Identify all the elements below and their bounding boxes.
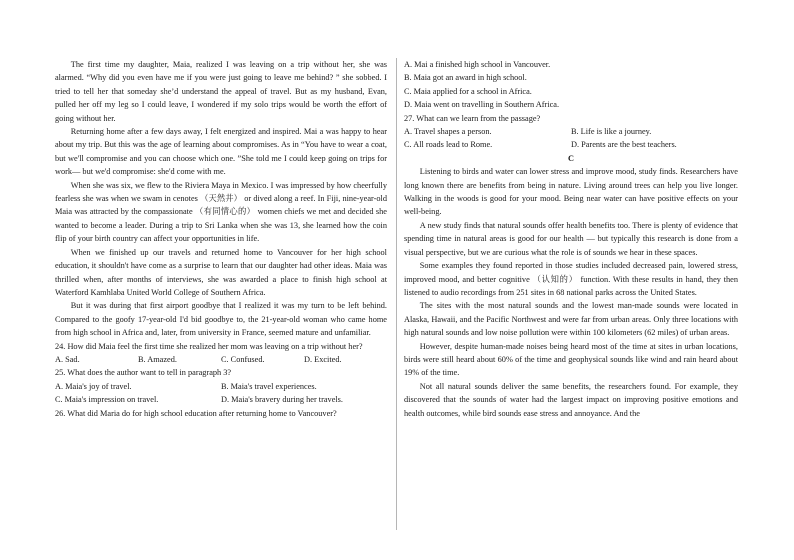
question-25-option-a: A. Maia's joy of travel.	[55, 381, 132, 391]
question-27-option-a: A. Travel shapes a person.	[404, 127, 492, 137]
question-27-option-b: B. Life is like a journey.	[571, 127, 652, 137]
question-25-option-b: B. Maia's travel experiences.	[221, 381, 317, 391]
passage-c-paragraph-2: A new study finds that natural sounds offer health benefits too. There is plenty of evidence that spending time in natural areas is good for our health — but typically this research is done from a visual perspective, but we are curious what the role is of sounds we hear in these spaces.	[404, 220, 738, 257]
question-25-options-row-1	[55, 380, 387, 393]
question-25-stem: 25. What does the author want to tell in paragraph 3?	[55, 368, 232, 378]
passage-b-paragraph-4: When we finished up our travels and returned home to Vancouver for her high school education, it shouldn't have come as a surprise to learn that our daughter had other ideas. Maia was thrilled when, after months of interviews, she was awarded a place to finish high school at Waterford Kamhlaba United World College of Southern Africa.	[55, 247, 387, 297]
question-27-options-row-2	[404, 138, 738, 151]
passage-c-paragraph-6: Not all natural sounds deliver the same benefits, the researchers found. For example, they discovered that the sounds of water had the largest impact on improving positive emotions and health outcomes, while bird sounds ease stress and annoyance. And the	[404, 381, 738, 418]
passage-b-paragraph-1: The first time my daughter, Maia, realized I was leaving on a trip without her, she was alarmed. “Why did you even have me if you were just going to leave me behind? ” she sobbed. I tried to tell her that someday she’d understand the appeal of travel. But as my husband, Evan, pulled her off my leg so I could leave, I wondered if my solo trips would be worth the effort of going without her.	[55, 60, 387, 123]
section-c-title: C	[568, 153, 574, 163]
passage-b-paragraph-3: When she was six, we flew to the Riviera Maya in Mexico. I was impressed by how cheerfully fearless she was when we swam in cenotes （天然井） or dived along a reef. In Fiji, nine-year-old Maia was attracted by the compassionate （有同情心的） women chiefs we met and decided she wanted to become a leader. During a trip to Sri Lanka when she was 13, she learned how the coin flip of your birth country can affect your opportunities in life.	[55, 180, 387, 244]
question-27-options-row-1	[404, 125, 738, 138]
question-24-stem: 24. How did Maia feel the first time she realized her mom was leaving on a trip without her?	[55, 341, 363, 351]
question-27-stem: 27. What can we learn from the passage?	[404, 113, 541, 123]
question-24-option-d: D. Excited.	[304, 354, 342, 364]
question-26-stem: 26. What did Maria do for high school education after returning home to Vancouver?	[55, 408, 337, 418]
passage-c-paragraph-5: However, despite human-made noises being heard most of the time at sites in urban locations, birds were still heard about 60% of the time and geophysical sounds like wind and rain heard about 19% of the time.	[404, 341, 738, 378]
passage-c-paragraph-4: The sites with the most natural sounds and the lowest man-made sounds were located in Alaska, Hawaii, and the Pacific Northwest and were far from urban areas. Only three locations with high natural sounds and low noise pollution were within 100 kilometers (62 miles) of urban areas.	[404, 301, 738, 338]
question-24-option-a: A. Sad.	[55, 354, 80, 364]
left-column	[55, 58, 387, 420]
question-25-option-d: D. Maia's bravery during her travels.	[221, 395, 343, 405]
right-column	[404, 58, 738, 420]
passage-b-paragraph-5: But it was during that first airport goodbye that I realized it was my turn to be left behind. Compared to the goofy 17-year-old I'd bid goodbye to, the 21-year-old woman who came home from high school in Africa and, later, from university in France, seemed mature and unfamiliar.	[55, 301, 387, 338]
column-divider	[396, 58, 397, 530]
question-27-option-c: C. All roads lead to Rome.	[404, 140, 493, 150]
question-25-options-row-2	[55, 393, 387, 406]
passage-c-paragraph-3: Some examples they found reported in those studies included decreased pain, lowered stress, improved mood, and better cognitive （认知的） function. With these results in hand, they then listened to audio recordings from 251 sites in 68 national parks across the United States.	[404, 261, 738, 297]
question-25-option-c: C. Maia's impression on travel.	[55, 395, 159, 405]
question-26-option-c: C. Maia applied for a school in Africa.	[404, 86, 532, 96]
passage-b-paragraph-2: Returning home after a few days away, I felt energized and inspired. Mai a was happy to hear about my trip. But this was the age of learning about compromises. As in “You have to wear a coat, but we'll compromise and you can choose which one. ”She told me I could keep going on trips for work— but we'd compromise: she'd come with me.	[55, 127, 387, 177]
question-24-option-b: B. Amazed.	[138, 354, 177, 364]
question-24-option-c: C. Confused.	[221, 354, 265, 364]
question-24-options	[55, 353, 387, 366]
question-27-option-d: D. Parents are the best teachers.	[571, 140, 677, 150]
question-26-option-a: A. Mai a finished high school in Vancouver.	[404, 60, 551, 69]
question-26-option-b: B. Maia got an award in high school.	[404, 73, 527, 83]
question-26-option-d: D. Maia went on travelling in Southern Africa.	[404, 100, 560, 110]
passage-c-paragraph-1: Listening to birds and water can lower stress and improve mood, study finds. Researchers have long known there are benefits from being in nature. Living around trees can help you live longer. Walking in the woods is good for your mood. Being near water can have positive effects on your well-being.	[404, 167, 738, 217]
